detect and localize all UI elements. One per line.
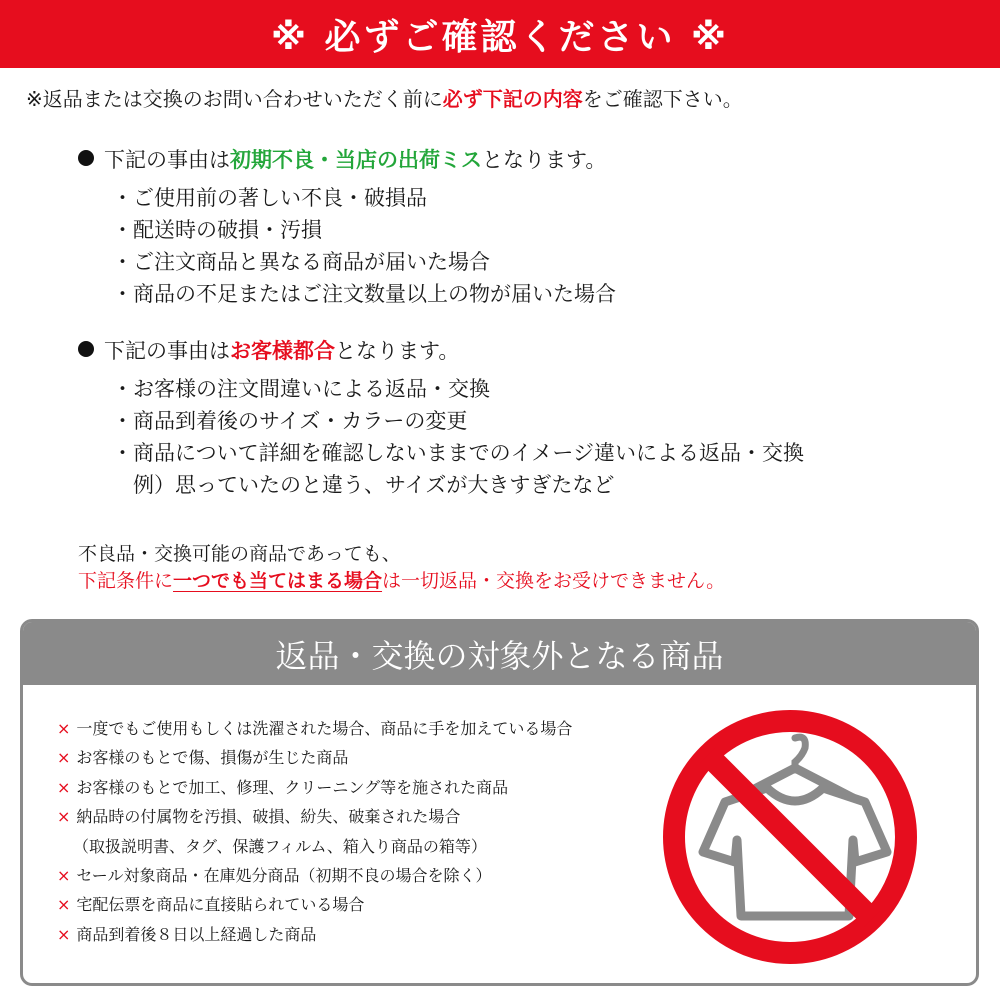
section2-emphasis: お客様都合 [230, 339, 335, 363]
list-item [57, 804, 572, 833]
list-item [57, 716, 572, 745]
item-text: 一度でもご使用もしくは洗濯された場合、商品に手を加えている場合 [76, 719, 573, 738]
list-item: ・ご使用前の著しい不良・破損品 [112, 186, 427, 210]
bullet-icon [78, 341, 94, 357]
section2-pre: 下記の事由は [104, 339, 230, 363]
intro-pre: ※返品または交換のお問い合わせいただく前に [26, 87, 443, 111]
list-item: ・お客様の注文間違いによる返品・交換 [112, 377, 490, 401]
note-line1: 不良品・交換可能の商品であっても、 [78, 543, 401, 565]
list-item [57, 745, 572, 774]
cross-icon: × [57, 895, 71, 915]
section2-post: となります。 [335, 339, 460, 363]
list-item: ・ご注文商品と異なる商品が届いた場合 [112, 250, 490, 274]
note-line2-pre: 下記条件に [78, 570, 174, 592]
cross-icon: × [57, 748, 71, 768]
list-item: ・商品の不足またはご注文数量以上の物が届いた場合 [112, 282, 616, 306]
intro-emphasis: 必ず下記の内容 [442, 87, 583, 111]
section1-emphasis: 初期不良・当店の出荷ミス [230, 148, 482, 172]
item-text: お客様のもとで傷、損傷が生じた商品 [76, 748, 349, 768]
cross-icon: × [57, 924, 71, 944]
list-item [57, 863, 572, 892]
item-text: 納品時の付属物を汚損、破損、紛失、破棄された場合 [76, 807, 461, 827]
list-item [57, 922, 572, 951]
condition-note [78, 541, 725, 595]
box-title: 返品・交換の対象外となる商品 [23, 622, 976, 685]
notice-banner: ※ 必ずご確認ください ※ [0, 0, 1000, 68]
item-text: セール対象商品・在庫処分商品（初期不良の場合を除く） [76, 865, 492, 885]
note-emphasis: 一つでも当てはまる場合 [173, 570, 383, 592]
note-line2-post: は一切返品・交換をお受けできません。 [382, 570, 726, 592]
item-text: お客様のもとで加工、修理、クリーニング等を施された商品 [76, 777, 509, 797]
note-line2 [78, 568, 725, 595]
cross-icon: × [57, 865, 71, 885]
section1-post: となります。 [482, 148, 607, 172]
intro-text [26, 83, 743, 112]
item-text: 宅配伝票を商品に直接貼られている場合 [76, 895, 365, 915]
list-item: 例）思っていたのと違う、サイズが大きすぎたなど [112, 473, 615, 497]
section1-list [112, 182, 616, 310]
item-text: 商品到着後８日以上経過した商品 [76, 924, 317, 944]
bullet-icon [78, 150, 94, 166]
cross-icon: × [57, 807, 71, 827]
section2-heading [78, 335, 459, 365]
list-item: ・商品到着後のサイズ・カラーの変更 [112, 409, 468, 433]
list-item: ・商品について詳細を確認しないままでのイメージ違いによる返品・交換 [112, 441, 804, 465]
section2-list [112, 373, 804, 501]
section1-heading [78, 144, 606, 174]
section1-pre: 下記の事由は [104, 148, 230, 172]
cross-icon: × [57, 719, 71, 738]
list-item [57, 892, 572, 921]
list-item: ・配送時の破損・汚損 [112, 218, 322, 242]
non-returnable-list [57, 716, 572, 951]
list-item [57, 775, 572, 804]
cross-icon: × [57, 777, 71, 797]
no-clothing-icon [655, 702, 925, 972]
list-item-subnote: （取扱説明書、タグ、保護フィルム、箱入り商品の箱等） [73, 836, 487, 856]
intro-post: をご確認下さい。 [582, 87, 743, 111]
